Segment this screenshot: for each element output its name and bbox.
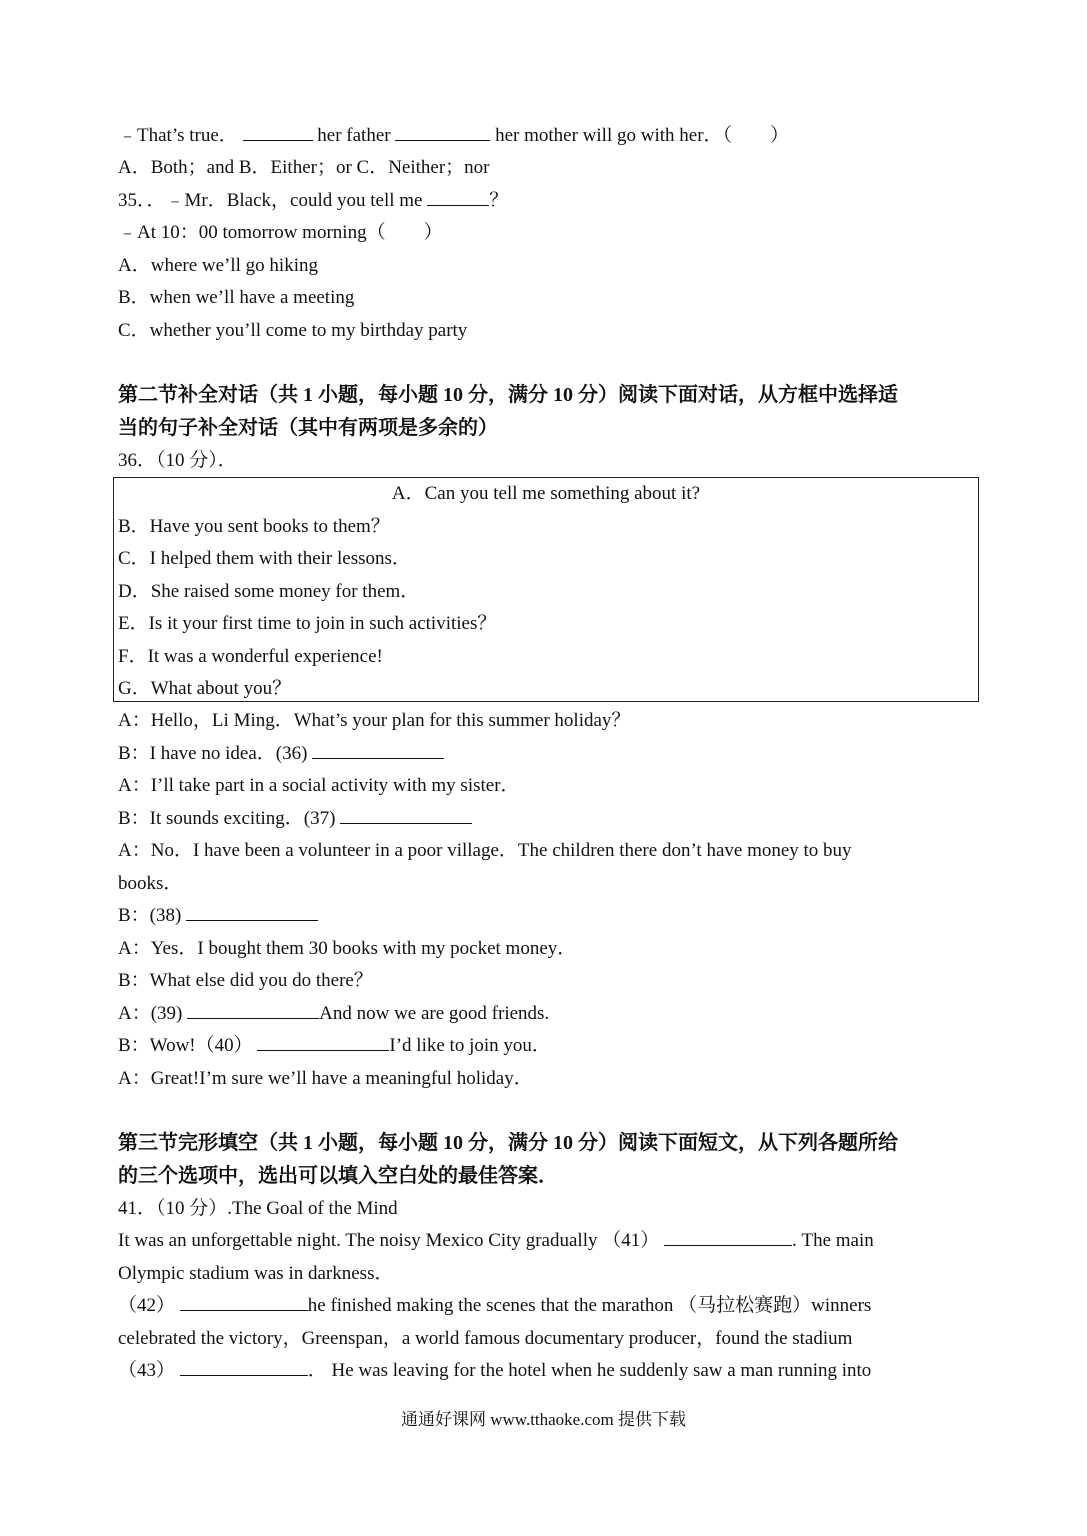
section2-heading-cont: 当的句子补全对话（其中有两项是多余的） [118, 417, 498, 439]
q35-stem [118, 189, 977, 213]
answer-blank [180, 1359, 308, 1376]
q34-options: A．Both；and B．Either；or C．Neither；nor [118, 157, 490, 178]
page-footer: 通通好课网 www.tthaoke.com 提供下载 [400, 1410, 687, 1429]
box-option-c: C．I helped them with their lessons． [118, 548, 411, 569]
q35-answer-line: ﹣At 10：00 tomorrow morning（ ） [118, 222, 443, 243]
q34-stem-part: her mother will go with her．（ ） [495, 125, 790, 146]
q35-stem-end: ？ [489, 190, 509, 211]
q34-stem-part: her father [317, 125, 391, 146]
answer-blank [427, 189, 489, 206]
passage-text: （43） [118, 1360, 176, 1381]
passage-text: It was an unforgettable night. The noisy Mexico City gradually （41） [118, 1230, 660, 1251]
dialogue-text: B：Wow!（40） [118, 1035, 253, 1056]
dialogue-line: A：Great!I’m sure we’ll have a meaningful holiday． [118, 1068, 533, 1089]
answer-blank [664, 1229, 792, 1246]
q35-option-c: C．whether you’ll come to my birthday party [118, 320, 468, 341]
dialogue-text: I’d like to join you． [389, 1035, 551, 1056]
answer-blank [395, 124, 490, 141]
dialogue-text: B：I have no idea．(36) [118, 743, 308, 764]
section3-heading-cont: 的三个选项中，选出可以填入空白处的最佳答案． [118, 1165, 558, 1187]
dialogue-line [118, 807, 977, 831]
dialogue-line: A：Yes．I bought them 30 books with my pocket money． [118, 938, 577, 959]
section3-heading: 第三节完形填空（共 1 小题，每小题 10 分，满分 10 分）阅读下面短文，从下列各题所给 [118, 1132, 898, 1154]
dialogue-line: A：No．I have been a volunteer in a poor village．The children there don’t have money to buy [118, 840, 852, 861]
box-option-e: E．Is it your first time to join in such activities？ [118, 613, 497, 634]
dialogue-line [118, 1034, 977, 1058]
box-option-g: G．What about you？ [118, 678, 292, 699]
q41-title: 41．（10 分）.The Goal of the Mind [118, 1198, 398, 1219]
passage-text: （42） [118, 1295, 176, 1316]
dialogue-line: B：What else did you do there？ [118, 970, 373, 991]
dialogue-text: A：(39) [118, 1003, 183, 1024]
passage-line [118, 1294, 977, 1318]
dialogue-line [118, 904, 977, 928]
answer-blank [340, 807, 472, 824]
dialogue-text: And now we are good friends. [319, 1003, 550, 1024]
passage-line [118, 1359, 977, 1383]
passage-line: Olympic stadium was in darkness． [118, 1263, 394, 1284]
dialogue-line [118, 742, 977, 766]
passage-line: celebrated the victory，Greenspan，a world famous documentary producer，found the stadium [118, 1328, 853, 1349]
dialogue-line [118, 1002, 977, 1026]
passage-line [118, 1229, 977, 1253]
q34-stem [118, 124, 977, 148]
box-option-f: F．It was a wonderful experience! [118, 646, 383, 667]
answer-blank [187, 1002, 319, 1019]
box-option-d: D．She raised some money for them． [118, 581, 420, 602]
q35-option-b: B．when we’ll have a meeting [118, 287, 355, 308]
section2-heading: 第二节补全对话（共 1 小题，每小题 10 分，满分 10 分）阅读下面对话，从方框中选择适 [118, 384, 898, 406]
options-box [113, 477, 979, 702]
answer-blank [312, 742, 444, 759]
dialogue-line: A：Hello，Li Ming．What’s your plan for this summer holiday？ [118, 710, 631, 731]
dialogue-line: A：I’ll take part in a social activity with my sister． [118, 775, 520, 796]
q36-label: 36．（10 分）． [118, 450, 237, 471]
answer-blank [243, 124, 313, 141]
dialogue-text: B：It sounds exciting．(37) [118, 808, 336, 829]
box-option-a: A．Can you tell me something about it? [391, 483, 701, 504]
passage-text: he finished making the scenes that the marathon （马拉松赛跑）winners [307, 1295, 872, 1316]
q35-option-a: A．where we’ll go hiking [118, 255, 318, 276]
dialogue-text: B：(38) [118, 905, 182, 926]
q34-stem-part: ﹣That’s true． [118, 125, 238, 146]
answer-blank [257, 1034, 389, 1051]
q35-stem-text: 35．．﹣Mr．Black，could you tell me [118, 190, 423, 211]
passage-text: ． He was leaving for the hotel when he suddenly saw a man running into [307, 1360, 872, 1381]
box-option-b: B．Have you sent books to them？ [118, 516, 390, 537]
answer-blank [186, 904, 318, 921]
dialogue-line: books． [118, 873, 183, 894]
answer-blank [180, 1294, 308, 1311]
passage-text: . The main [791, 1230, 874, 1251]
